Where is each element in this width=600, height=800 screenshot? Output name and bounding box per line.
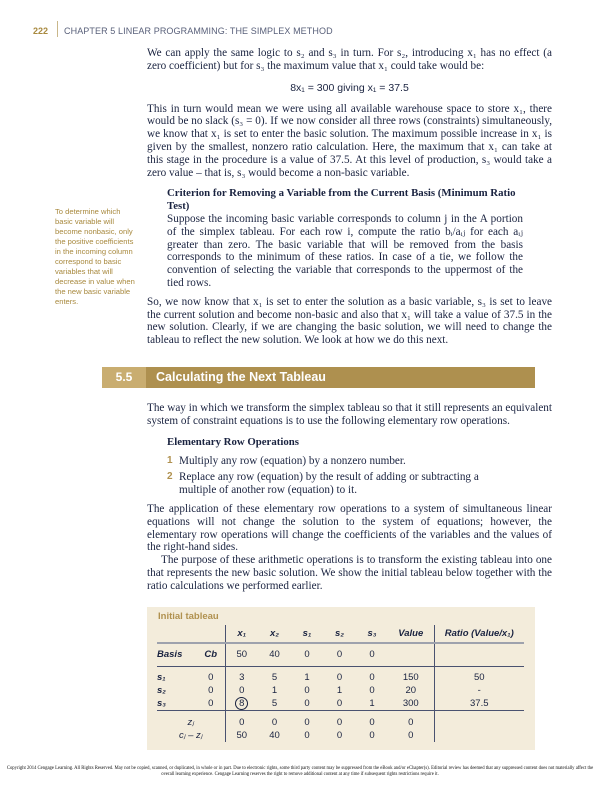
table-row	[157, 684, 524, 697]
cell: 0	[323, 643, 356, 667]
cell: 0	[369, 685, 375, 697]
cell: 0	[225, 684, 258, 697]
cb-row	[157, 643, 524, 667]
criterion-box	[167, 187, 523, 289]
col-header: Value	[388, 625, 434, 643]
col-header: x₂	[258, 625, 291, 643]
cell: 0	[225, 716, 258, 729]
header-row	[157, 625, 524, 643]
section-number: 5.5	[102, 367, 146, 388]
ero-heading: Elementary Row Operations	[167, 435, 299, 448]
list-text: Replace any row (equation) by the result of adding or subtracting a multiple of another row (equation) to it.	[179, 471, 479, 497]
list-number: 1	[167, 454, 173, 466]
list-text: Multiply any row (equation) by a nonzero number.	[179, 454, 406, 467]
table-row	[157, 697, 524, 711]
cell: 0	[271, 716, 278, 728]
cell: 0	[208, 685, 214, 697]
page-number: 222	[33, 26, 49, 36]
main-column	[102, 0, 552, 750]
zj-row	[157, 716, 524, 729]
cell: 1	[271, 685, 278, 697]
cell: 0	[369, 729, 375, 741]
paragraph-1: We can apply the same logic to s₂ and s₃ in turn. For s₂, introducing x₁ has no effect (a zero coefficient) but for s₃ the maximum value that x₁ could take would be:	[147, 47, 552, 72]
basis-label: Basis	[157, 643, 197, 667]
tableau-box	[147, 607, 535, 750]
col-header: x₁	[225, 625, 258, 643]
cell: 0	[208, 672, 214, 684]
basis-cell: s₃	[157, 697, 197, 711]
paragraph-6: The purpose of these arithmetic operations is to transform the existing tableau into one that represents the new basic solution. We show the initial tableau below together with the ratio calculations we performed earlier.	[147, 554, 552, 592]
cell: 0	[356, 643, 388, 667]
list-number: 2	[167, 471, 173, 483]
col-header: s₂	[323, 625, 356, 643]
cell: 0	[197, 697, 225, 711]
cell: 0	[291, 643, 323, 667]
cb-label: Cb	[197, 643, 225, 667]
col-header: s₁	[291, 625, 323, 643]
cell: 0	[304, 716, 310, 728]
cell: 0	[323, 697, 356, 711]
cell: 40	[258, 643, 291, 667]
cell: 150	[402, 672, 419, 684]
cell: 1	[304, 672, 310, 684]
cell: 0	[408, 716, 414, 728]
criterion-body: Suppose the incoming basic variable corresponds to column j in the A portion of the simplex tableau. For each row i, compute the ratio bᵢ/aᵢⱼ for each aᵢⱼ greater than zero. The basic variable that will be removed from the basis corresponds to the minimum of these ratios. In case of a tie, we follow the convention of selecting the variable that corresponds to the uppermost of the tied rows.	[167, 212, 523, 289]
cell: 40	[269, 729, 280, 741]
cell: 3	[225, 672, 258, 685]
pivot-element: 8	[235, 697, 248, 710]
ratio-cell: 50	[434, 672, 524, 685]
zj-label: zⱼ	[187, 716, 194, 728]
cell: 0	[304, 729, 310, 741]
chapter-title: CHAPTER 5 LINEAR PROGRAMMING: THE SIMPLEX METHOD	[64, 26, 333, 36]
list-item	[167, 455, 487, 468]
tableau-caption: Initial tableau	[158, 610, 219, 622]
cell: 50	[225, 729, 258, 742]
col-header: s₃	[356, 625, 388, 643]
cell: 0	[304, 685, 310, 697]
section-title: Calculating the Next Tableau	[146, 367, 535, 388]
cell: 1	[356, 697, 388, 711]
header-divider	[57, 21, 58, 37]
cj-zj-label: cⱼ – zⱼ	[179, 729, 203, 741]
cell: 0	[336, 716, 343, 728]
table-row	[157, 672, 524, 685]
cell: 0	[336, 672, 343, 684]
cj-zj-row	[157, 729, 524, 742]
cell: 0	[369, 716, 375, 728]
initial-tableau	[157, 625, 524, 742]
equation: 8x₁ = 300 giving x₁ = 37.5	[290, 81, 409, 94]
margin-note: To determine which basic variable will become nonbasic, only the positive coefficients in the incoming column correspond to basic variables that will decrease in value when the new basic variable enters.	[55, 207, 135, 306]
list-item	[167, 471, 487, 497]
cell: 5	[258, 697, 291, 711]
col-header: Ratio (Value/x₁)	[434, 625, 524, 643]
cell: 0	[336, 729, 343, 741]
cell: 50	[225, 643, 258, 667]
ratio-cell: -	[434, 684, 524, 697]
paragraph-5: The application of these elementary row operations to a system of simultaneous linear equations will not change the solution to the system of equations; however, the elementary row operations will change the coefficients of the variables and the values of the right-hand sides.	[147, 502, 552, 554]
paragraph-2: This in turn would mean we were using all available warehouse space to store x₁, there would be no slack (s₃ = 0). If we now consider all three rows (constraints) simultaneously, we know that x₁ is set to enter the basic solution. The maximum possible increase in x₁ is given by the smallest, nonzero ratio calculation. Here, the maximum that x₁ can take at this stage in the procedure is a value of 37.5. At this level of production, s₃ would take a zero value – that is, s₃ would become a non-basic variable.	[147, 102, 552, 179]
criterion-heading: Criterion for Removing a Variable from the Current Basis (Minimum Ratio Test)	[167, 187, 516, 213]
cell: 20	[405, 685, 417, 697]
basis-cell: s₁	[157, 672, 166, 684]
cell: 5	[271, 672, 278, 684]
section-heading	[102, 367, 535, 388]
cell: 1	[336, 685, 343, 697]
basis-cell: s₂	[157, 685, 166, 697]
cell: 0	[369, 672, 375, 684]
cell: 300	[388, 697, 434, 711]
paragraph-3: So, we now know that x₁ is set to enter the solution as a basic variable, s₃ is set to leave the current solution and become non-basic and also that x₁ will take a value of 37.5 in the new solution. Clearly, if we are changing the basic solution, we will need to change the tableau to reflect the new solution. We look at how we do this next.	[147, 295, 552, 347]
cell: 0	[408, 729, 414, 741]
ratio-cell: 37.5	[434, 697, 524, 711]
copyright-footer: Copyright 2014 Cengage Learning. All Rights Reserved. May not be copied, scanned, or duplicated, in whole or in part. Due to electronic rights, some third party content may be suppressed from the eBook and/or eChapter(s). Editorial review has deemed that any suppressed content does not materially affect the overall learning experience. Cengage Learning reserves the right to remove additional content at any time if subsequent rights restrictions require it.	[6, 765, 594, 777]
paragraph-4: The way in which we transform the simplex tableau so that it still represents an equivalent system of constraint equations is to use the following elementary row operations.	[147, 401, 552, 427]
cell: 0	[291, 697, 323, 711]
